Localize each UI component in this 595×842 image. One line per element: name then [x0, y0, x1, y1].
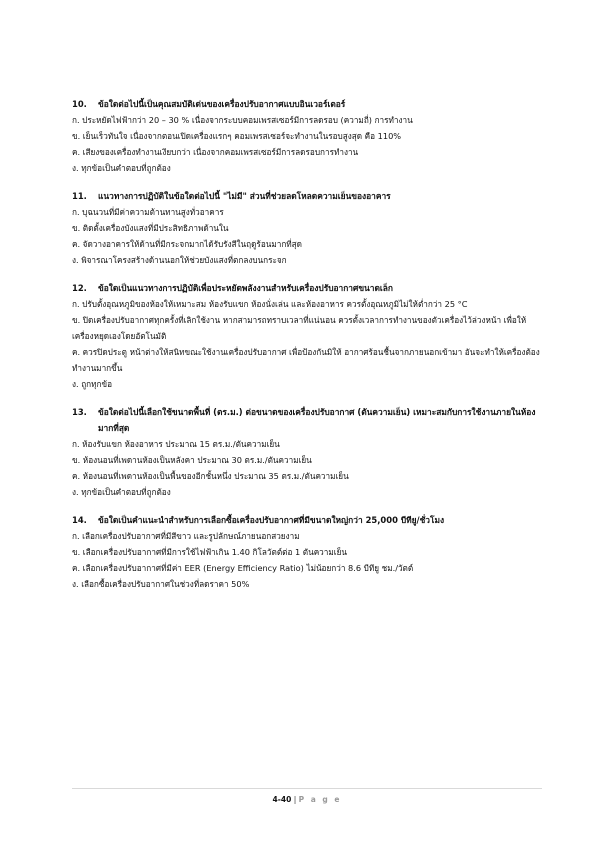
footer-divider — [72, 788, 542, 789]
answer-option: ค. ห้องนอนที่เพดานห้องเป็นพื้นของอีกชั้นหนึ่ง ประมาณ 35 ตร.ม./ตันความเย็น — [72, 471, 349, 481]
answer-option: ค. เลือกเครื่องปรับอากาศที่มีค่า EER (Energy Efficiency Ratio) ไม่น้อยกว่า 8.6 บีทียู ชม./วัตต์ — [72, 563, 414, 573]
answer-option: ก. เลือกเครื่องปรับอากาศที่มีสีขาว และรูปลักษณ์ภายนอกสวยงาม — [72, 531, 300, 541]
question-number: 12. — [72, 283, 87, 293]
footer-separator: | — [293, 795, 297, 804]
question-block — [72, 404, 542, 500]
answer-option: ง. ทุกข้อเป็นคำตอบที่ถูกต้อง — [72, 487, 171, 497]
footer-text — [72, 795, 542, 804]
question-stem — [72, 96, 542, 112]
answer-option: ค. ควรปิดประตู หน้าต่างให้สนิทขณะใช้งานเครื่องปรับอากาศ เพื่อป้องกันมิให้ อากาศร้อนชื้นจากภายนอกเข้ามา อันจะทำให้เครื่องต้องทำงานมากขึ้น — [72, 347, 540, 373]
question-block — [72, 280, 542, 392]
question-number: 11. — [72, 191, 87, 201]
question-text: ข้อใดเป็นคำแนะนำสำหรับการเลือกซื้อเครื่องปรับอากาศที่มีขนาดใหญ่กว่า 25,000 บีทียู/ชั่วโมง — [98, 515, 445, 525]
answer-option: ง. ทุกข้อเป็นคำตอบที่ถูกต้อง — [72, 163, 171, 173]
answer-option: ง. เลือกซื้อเครื่องปรับอากาศในช่วงที่ลดราคา 50% — [72, 579, 250, 589]
question-block — [72, 96, 542, 176]
question-text: ข้อใดเป็นแนวทางการปฏิบัติเพื่อประหยัดพลังงานสำหรับเครื่องปรับอากาศขนาดเล็ก — [98, 283, 393, 293]
answer-option: ก. ปรับตั้งอุณหภูมิของห้องให้เหมาะสม ห้องรับแขก ห้องนั่งเล่น และห้องอาหาร ควรตั้งอุณหภูมิไม่ให้ต่ำกว่า 25 °C — [72, 299, 468, 309]
question-text: ข้อใดต่อไปนี้เป็นคุณสมบัติเด่นของเครื่องปรับอากาศแบบอินเวอร์เตอร์ — [98, 99, 346, 109]
answer-option: ข. ปิดเครื่องปรับอากาศทุกครั้งที่เลิกใช้งาน หากสามารถทราบเวลาที่แน่นอน ควรตั้งเวลาการทำงานของตัวเครื่องไว้ล่วงหน้า เพื่อให้เครื่องหยุดเองโดยอัตโนมัติ — [72, 315, 527, 341]
question-number: 13. — [72, 407, 87, 417]
question-block — [72, 188, 542, 268]
page-label: P a g e — [298, 795, 342, 804]
question-stem — [72, 512, 542, 528]
answer-option: ข. ห้องนอนที่เพดานห้องเป็นหลังคา ประมาณ 30 ตร.ม./ตันความเย็น — [72, 455, 312, 465]
answer-option: ข. เลือกเครื่องปรับอากาศที่มีการใช้ไฟฟ้าเกิน 1.40 กิโลวัตต์ต่อ 1 ตันความเย็น — [72, 547, 347, 557]
answer-option: ก. ประหยัดไฟฟ้ากว่า 20 – 30 % เนื่องจากระบบคอมเพรสเซอร์มีการลดรอบ (ความถี่) การทำงาน — [72, 115, 413, 125]
question-stem — [72, 280, 542, 296]
answer-option: ค. เสียงของเครื่องทำงานเงียบกว่า เนื่องจากคอมเพรสเซอร์มีการลดรอบการทำงาน — [72, 147, 359, 157]
question-stem — [72, 404, 542, 436]
question-stem — [72, 188, 542, 204]
question-block — [72, 512, 542, 592]
question-text: ข้อใดต่อไปนี้เลือกใช้ขนาดพื้นที่ (ตร.ม.) ต่อขนาดของเครื่องปรับอากาศ (ตันความเย็น) เหมาะสมกับการใช้งานภายในห้องมากที่สุด — [98, 407, 536, 433]
question-list — [72, 96, 542, 604]
answer-option: ง. ถูกทุกข้อ — [72, 379, 112, 389]
answer-option: ง. พิจารณาโครงสร้างด้านนอกให้ช่วยบังแสงที่ตกลงบนกระจก — [72, 255, 287, 265]
question-number: 10. — [72, 99, 87, 109]
question-text: แนวทางการปฏิบัติในข้อใดต่อไปนี้ "ไม่มี" ส่วนที่ช่วยลดโหลดความเย็นของอาคาร — [98, 191, 391, 201]
page-number: 4-40 — [272, 795, 292, 804]
answer-option: ข. เย็นเร็วทันใจ เนื่องจากตอนเปิดเครื่องแรกๆ คอมเพรสเซอร์จะทำงานในรอบสูงสุด คือ 110% — [72, 131, 402, 141]
question-number: 14. — [72, 515, 87, 525]
answer-option: ค. จัดวางอาคารให้ด้านที่มีกระจกมากได้รับรังสีในฤดูร้อนมากที่สุด — [72, 239, 303, 249]
answer-option: ข. ติดตั้งเครื่องบังแสงที่มีประสิทธิภาพด้านใน — [72, 223, 229, 233]
answer-option: ก. บุฉนวนที่มีค่าความต้านทานสูงทั่วอาคาร — [72, 207, 224, 217]
answer-option: ก. ห้องรับแขก ห้องอาหาร ประมาณ 15 ตร.ม./ตันความเย็น — [72, 439, 280, 449]
page-footer — [72, 788, 542, 804]
